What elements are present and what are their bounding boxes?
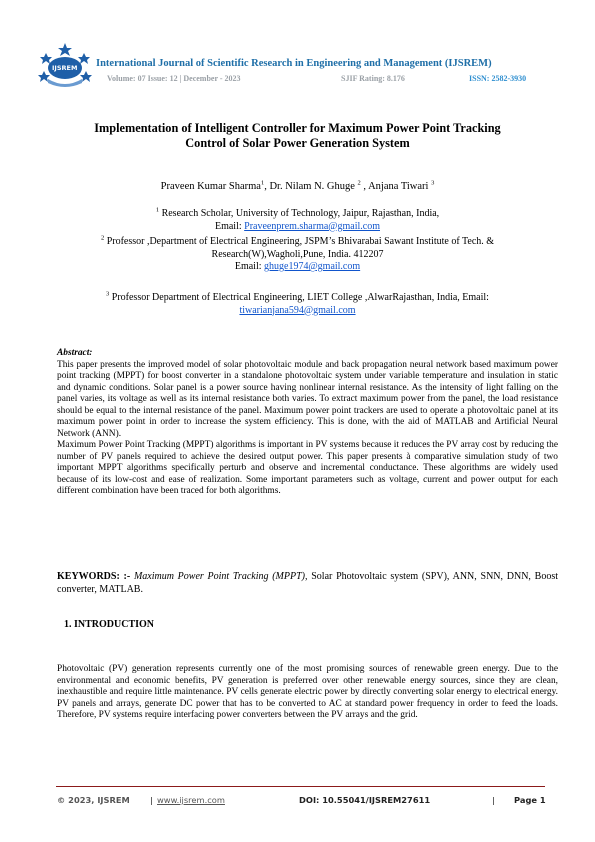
journal-logo-text: IJSREM bbox=[52, 64, 78, 72]
abstract-paragraph: This paper presents the improved model of solar photovoltaic module and back propagation neural network based maximum power point tracking (MPPT) for boost converter in a standalone photovoltaic system under variable temperature and insulation in static and dynamic conditions. Solar panel is a power source having nonlinear internal resistance. As the intensity of light falling on the panel varies, its voltage as well as its internal resistance both varies. To extract maximum power from the panel, the load resistance should be equal to the internal resistance of the panel. Maximum power point trackers are used to operate a photovoltaic panel at its maximum power point in order to increase the system efficiency. This is done, with the aid of MATLAB and Artificial Neural Network (ANN). bbox=[57, 359, 558, 439]
footer-doi: DOI: 10.55041/IJSREM27611 bbox=[299, 795, 431, 805]
author-name: Praveen Kumar Sharma bbox=[160, 181, 261, 192]
paper-title: Implementation of Intelligent Controller for Maximum Power Point Tracking Control of Solar Power Generation System bbox=[94, 121, 501, 150]
author-email-link[interactable]: ghuge1974@gmail.com bbox=[264, 261, 361, 272]
footer-separator: | bbox=[150, 795, 154, 805]
author-name: Anjana Tiwari bbox=[368, 181, 429, 192]
footer-rule bbox=[56, 786, 545, 787]
footer-copyright: © 2023, IJSREM bbox=[57, 795, 130, 805]
abstract bbox=[57, 348, 558, 498]
journal-volume: Volume: 07 Issue: 12 | December - 2023 bbox=[107, 74, 241, 83]
journal-rating: SJIF Rating: 8.176 bbox=[341, 74, 405, 83]
keywords-label: KEYWORDS: :- bbox=[57, 571, 134, 582]
section-heading: 1. INTRODUCTION bbox=[64, 619, 155, 630]
author-list: Praveen Kumar Sharma$^1$, Dr. Nilam N. Ghuge $^2$ , Anjana Tiwari $^3$ bbox=[160, 179, 435, 192]
footer-page-number: Page 1 bbox=[514, 795, 546, 805]
affiliation-1: $^1$ Research Scholar, University of Technology, Jaipur, Rajasthan, India, Email: Praveenprem.sharma@gmail.com bbox=[155, 206, 440, 232]
journal-issn: ISSN: 2582-3930 bbox=[469, 74, 527, 83]
footer-separator: | bbox=[492, 795, 496, 805]
affiliation-3: $^3$ Professor Department of Electrical Engineering, LIET College ,AlwarRajasthan, India, Email: tiwarianjana594@gmail.com bbox=[106, 290, 489, 316]
author-email-link[interactable]: Praveenprem.sharma@gmail.com bbox=[244, 220, 380, 232]
author-email-link[interactable]: tiwarianjana594@gmail.com bbox=[239, 304, 356, 316]
author-name: Dr. Nilam N. Ghuge bbox=[269, 181, 355, 192]
footer-website-link[interactable]: www.ijsrem.com bbox=[157, 795, 225, 805]
keywords: KEYWORDS: :- Maximum Power Point Tracking (MPPT), Solar Photovoltaic system (SPV), ANN, SNN, DNN, Boost converter, MATLAB. bbox=[57, 571, 558, 595]
abstract-label: Abstract: bbox=[57, 348, 93, 358]
affiliation-2: $^2$ Professor ,Department of Electrical Engineering, JSPM’s Bhivarabai Sawant Institute of Tech. & Research(W),Wagholi,Pune, India. 412207 Email: ghuge1974@gmail.com bbox=[100, 234, 495, 272]
journal-logo bbox=[38, 43, 92, 87]
abstract-paragraph: Maximum Power Point Tracking (MPPT) algorithms is important in PV systems because it reduces the PV array cost by reducing the number of PV panels required to achieve the desired output power. This paper presents à comparative simulation study of two important MPPT algorithms specifically perturb and observe and incremental conductance. These algorithms are widely used because of its low-cost and ease of realization. Some important parameters such as voltage, current and power output for each different combination have been traced for both algorithms. bbox=[57, 440, 558, 496]
introduction-paragraph: Photovoltaic (PV) generation represents currently one of the most promising sources of renewable green energy. Due to the environmental and economic benefits, PV generation is preferred over other renewable energy sources, since they are clean, inexhaustible and require little maintenance. PV cells generate electric power by directly converting solar energy to electrical energy. PV panels and arrays, generate DC power that has to be converted to AC at standard power frequency in order to feed the loads. Therefore, PV systems require interfacing power converters between the PV arrays and the grid. bbox=[57, 664, 558, 720]
journal-name: International Journal of Scientific Research in Engineering and Management (IJSREM) bbox=[96, 58, 492, 69]
